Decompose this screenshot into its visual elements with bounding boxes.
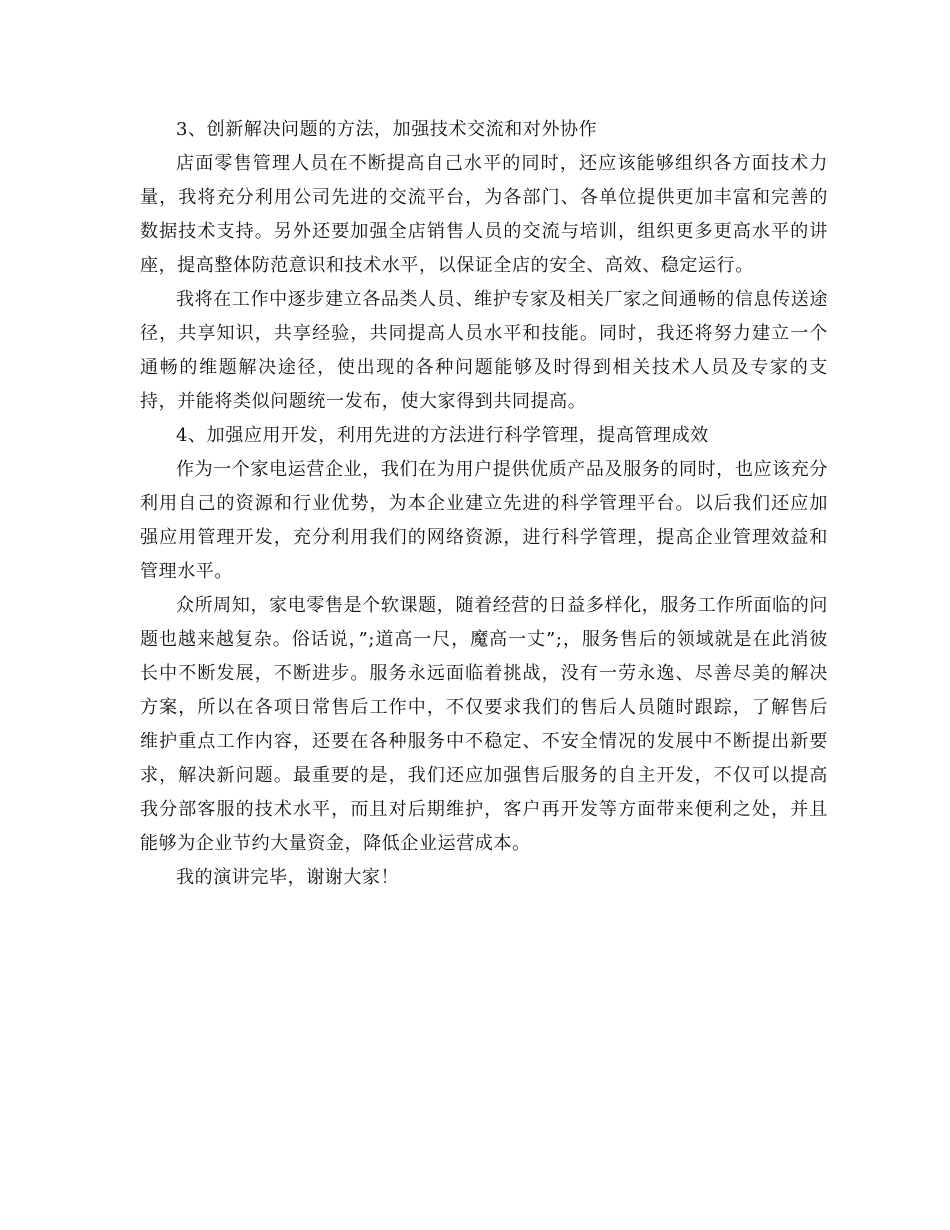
paragraph: 店面零售管理人员在不断提高自己水平的同时，还应该能够组织各方面技术力量，我将充分利用公司先进的交流平台，为各部门、各单位提供更加丰富和完善的数据技术支持。另外还要加强全店销售人员的交流与培训，组织更多更高水平的讲座，提高整体防范意识和技术水平，以保证全店的安全、高效、稳定运行。: [140, 153, 828, 276]
paragraph: 作为一个家电运营企业，我们在为用户提供优质产品及服务的同时，也应该充分利用自己的资源和行业优势，为本企业建立先进的科学管理平台。以后我们还应加强应用管理开发，充分利用我们的网络资源，进行科学管理，提高企业管理效益和管理水平。: [140, 459, 828, 582]
section-heading-3: 3、创新解决问题的方法，加强技术交流和对外协作: [176, 119, 598, 140]
closing-line: 我的演讲完毕，谢谢大家！: [176, 867, 400, 888]
document-body: [140, 113, 828, 895]
section-heading-4: 4、加强应用开发，利用先进的方法进行科学管理，提高管理成效: [176, 425, 709, 446]
paragraph: 我将在工作中逐步建立各品类人员、维护专家及相关厂家之间通畅的信息传送途径，共享知识，共享经验，共同提高人员水平和技能。同时，我还将努力建立一个通畅的维题解决途径，使出现的各种问题能够及时得到相关技术人员及专家的支持，并能将类似问题统一发布，使大家得到共同提高。: [140, 289, 828, 412]
paragraph: 众所周知，家电零售是个软课题，随着经营的日益多样化，服务工作所面临的问题也越来越复杂。俗话说，”;道高一尺，魔高一丈”;，服务售后的领域就是在此消彼长中不断发展，不断进步。服务永远面临着挑战，没有一劳永逸、尽善尽美的解决方案，所以在各项日常售后工作中，不仅要求我们的售后人员随时跟踪，了解售后维护重点工作内容，还要在各种服务中不稳定、不安全情况的发展中不断提出新要求，解决新问题。最重要的是，我们还应加强售后服务的自主开发，不仅可以提高我分部客服的技术水平，而且对后期维护，客户再开发等方面带来便利之处，并且能够为企业节约大量资金，降低企业运营成本。: [140, 595, 828, 854]
